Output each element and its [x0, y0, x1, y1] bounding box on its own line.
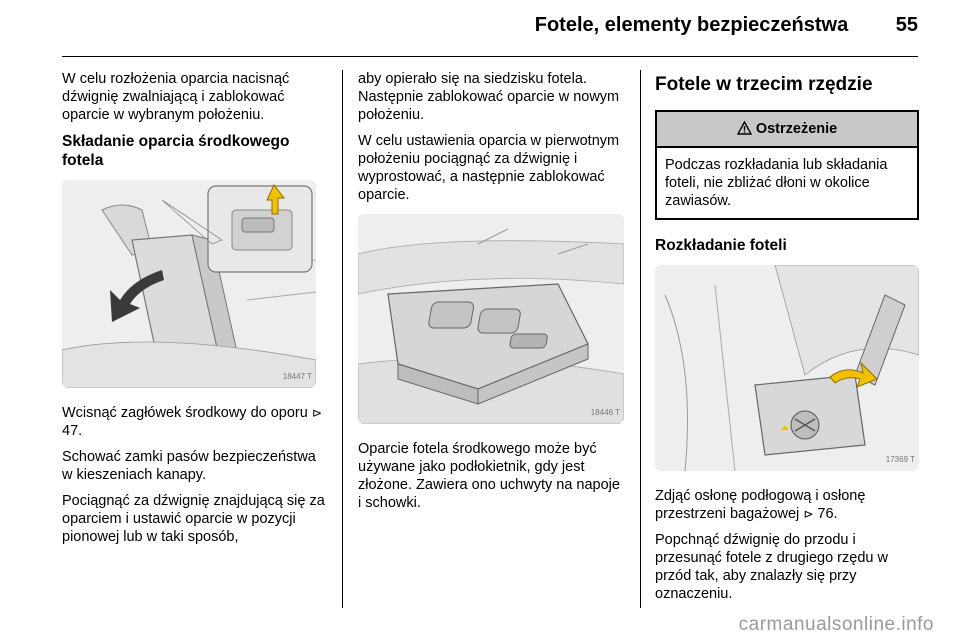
subheading-fold-middle-seat: Składanie oparcia środkowego fotela [62, 133, 290, 169]
section-title-third-row: Fotele w trzecim rzędzie [655, 74, 873, 95]
column-divider-1 [342, 70, 343, 608]
figure-number: 18446 T [590, 408, 620, 417]
page-header [62, 14, 918, 46]
column-3 [655, 70, 919, 611]
warning-label: Ostrzeżenie [755, 121, 838, 137]
column-2 [358, 70, 626, 520]
continuation-paragraph: aby opierało się na siedzisku fotela. Następnie zablokować oparcie w nowym położeniu. [358, 71, 620, 123]
page-reference[interactable]: 47. [62, 423, 83, 439]
restore-position-paragraph: W celu ustawienia oparcia w pierwotnym położeniu pociągnąć za dźwignię i wyprostować, a następnie zablokować oparcie. [358, 133, 620, 203]
intro-paragraph: W celu rozłożenia oparcia nacisnąć dźwignię zwalniającą i zablokować oparcie w wybranym położeniu. [62, 71, 290, 123]
column-divider-2 [640, 70, 641, 608]
watermark: carmanualsonline.info [738, 614, 934, 635]
reference-arrow-icon: ⊳ [803, 507, 814, 521]
step-paragraph [62, 404, 328, 440]
seat-backrest-illustration [62, 180, 316, 388]
page-title: Fotele, elementy bezpieczeństwa [534, 14, 849, 36]
warning-header [657, 112, 917, 148]
reference-arrow-icon: ⊳ [311, 406, 322, 420]
step-lever-paragraph: Pociągnąć za dźwignię znajdującą się za oparciem i ustawić oparcie w pozycji pionowej lub w taki sposób, [62, 493, 325, 545]
armrest-paragraph: Oparcie fotela środkowego może być używane jako podłokietnik, gdy jest złożone. Zawiera ono uchwyty na napoje i schowki. [358, 441, 620, 511]
column-1 [62, 70, 328, 554]
subheading-unfold-seats: Rozkładanie foteli [655, 237, 787, 254]
page-number: 55 [895, 14, 918, 36]
header-rule [62, 56, 918, 57]
page-reference[interactable]: 76. [817, 506, 838, 522]
figure-seat-backrest [62, 180, 316, 388]
armrest-illustration [358, 214, 624, 424]
step-headrest-text: Wcisnąć zagłówek środkowy do oporu [62, 405, 308, 421]
warning-triangle-icon [737, 121, 752, 135]
figure-third-row-lever [655, 265, 919, 471]
push-lever-paragraph: Popchnąć dźwignię do przodu i przesunąć fotele z drugiego rzędu w przód tak, aby znalazły się przy oznaczeniu. [655, 532, 888, 602]
warning-text: Podczas rozkładania lub składania foteli, nie zbliżać dłoni w okolice zawiasów. [665, 157, 888, 209]
remove-covers-text: Zdjąć osłonę podłogową i osłonę przestrzeni bagażowej [655, 488, 866, 522]
figure-number: 18447 T [282, 372, 312, 381]
remove-covers-paragraph [655, 487, 919, 523]
figure-armrest [358, 214, 624, 424]
warning-box [655, 110, 919, 220]
step-seatbelt-paragraph: Schować zamki pasów bezpieczeństwa w kieszeniach kanapy. [62, 449, 316, 483]
third-row-lever-illustration [655, 265, 919, 471]
figure-number: 17369 T [885, 455, 915, 464]
